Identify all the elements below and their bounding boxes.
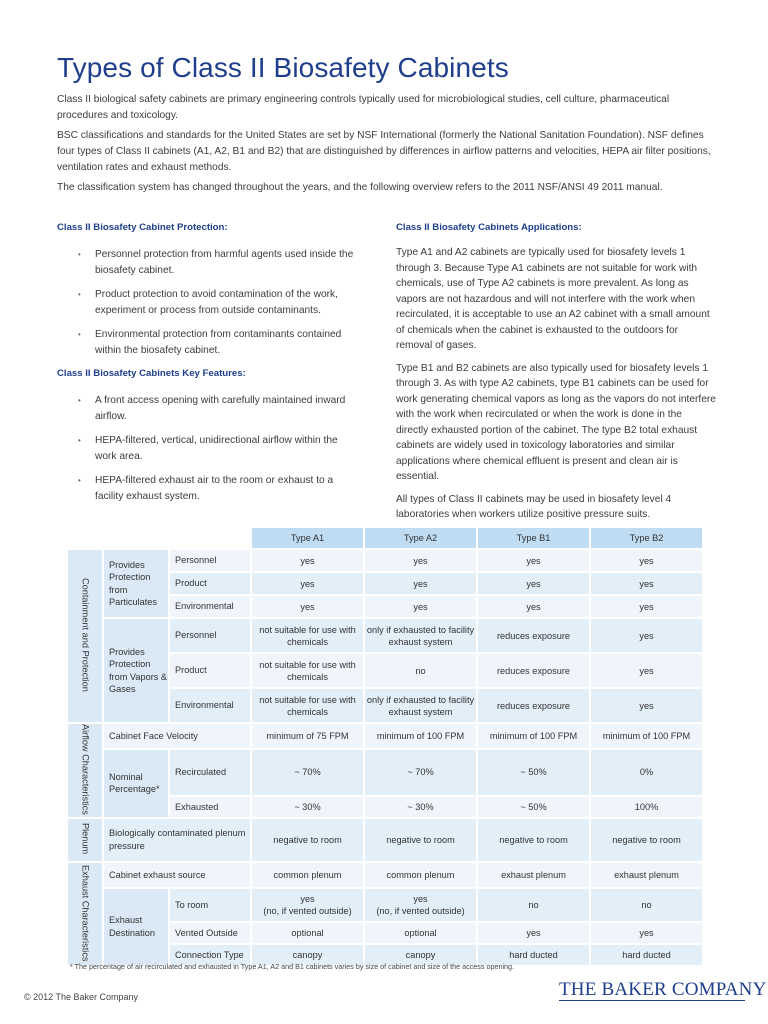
table-cell: reduces exposure bbox=[478, 619, 591, 654]
table-cell: yes (no, if vented outside) bbox=[252, 889, 365, 923]
table-cell: not suitable for use with chemicals bbox=[252, 654, 365, 689]
table-row bbox=[68, 724, 704, 750]
table-header-row bbox=[68, 528, 704, 550]
table-cell: canopy bbox=[252, 945, 365, 967]
group-label: Exhaust Destination bbox=[104, 889, 170, 967]
table-cell: minimum of 100 FPM bbox=[365, 724, 478, 750]
protection-heading: Class II Biosafety Cabinet Protection: bbox=[57, 222, 228, 233]
table-cell: yes bbox=[478, 550, 591, 573]
table-cell: yes bbox=[252, 596, 365, 619]
table-cell: minimum of 75 FPM bbox=[252, 724, 365, 750]
column-header: Type A2 bbox=[365, 528, 478, 550]
logo-underline bbox=[559, 1000, 745, 1001]
intro-paragraph: The classification system has changed throughout the years, and the following overview refers to the 2011 NSF/ANSI 49 2011 manual. bbox=[57, 182, 663, 193]
table-cell: no bbox=[478, 889, 591, 923]
table-cell: yes bbox=[591, 550, 704, 573]
table-cell: yes bbox=[478, 923, 591, 945]
table-cell: ~ 50% bbox=[478, 750, 591, 797]
table-cell: negative to room bbox=[591, 819, 704, 863]
intro-paragraph: Class II biological safety cabinets are primary engineering controls typically used for microbiological studies, cell culture, pharmaceutical procedures and toxicology. bbox=[57, 94, 670, 121]
cabinet-comparison-table bbox=[68, 528, 704, 967]
table-row bbox=[68, 889, 704, 923]
table-cell: only if exhausted to facility exhaust system bbox=[365, 689, 478, 724]
left-column bbox=[57, 222, 357, 514]
row-label: Cabinet Face Velocity bbox=[104, 724, 252, 750]
section-label: Exhaust Characteristics bbox=[68, 863, 104, 967]
table-cell: 0% bbox=[591, 750, 704, 797]
table-cell: hard ducted bbox=[478, 945, 591, 967]
section-label: Plenum bbox=[68, 819, 104, 863]
column-header: Type A1 bbox=[252, 528, 365, 550]
row-label: Biologically contaminated plenum pressure bbox=[104, 819, 252, 863]
row-label: Recirculated bbox=[170, 750, 252, 797]
group-label: Nominal Percentage* bbox=[104, 750, 170, 819]
table-cell: reduces exposure bbox=[478, 654, 591, 689]
right-column bbox=[396, 222, 716, 523]
table-cell: yes bbox=[591, 923, 704, 945]
table-cell: negative to room bbox=[478, 819, 591, 863]
features-heading: Class II Biosafety Cabinets Key Features: bbox=[57, 368, 246, 379]
row-label: Personnel bbox=[170, 619, 252, 654]
applications-paragraph: All types of Class II cabinets may be used in biosafety level 4 laboratories when workers utilize positive pressure suits. bbox=[396, 493, 672, 520]
table-footnote: * The percentage of air recirculated and exhausted in Type A1, A2 and B1 cabinets varies by size of cabinet and size of the access opening. bbox=[70, 962, 515, 971]
row-label: Product bbox=[170, 654, 252, 689]
row-label: Environmental bbox=[170, 596, 252, 619]
table-cell: minimum of 100 FPM bbox=[591, 724, 704, 750]
table-cell: exhaust plenum bbox=[591, 863, 704, 889]
list-item: • Product protection to avoid contamination of the work, experiment or process from outside contaminants. bbox=[57, 287, 357, 318]
table-cell: yes bbox=[591, 596, 704, 619]
table-cell: negative to room bbox=[365, 819, 478, 863]
group-label: Provides Protection from Vapors & Gases bbox=[104, 619, 170, 724]
list-item: • HEPA-filtered, vertical, unidirectional airflow within the work area. bbox=[57, 433, 357, 464]
section-label: Containment and Protection bbox=[68, 550, 104, 724]
table-cell: exhaust plenum bbox=[478, 863, 591, 889]
table-cell: yes bbox=[478, 596, 591, 619]
table-cell: yes bbox=[252, 573, 365, 596]
row-label: Environmental bbox=[170, 689, 252, 724]
list-item: • Environmental protection from contaminants contained within the biosafety cabinet. bbox=[57, 327, 357, 358]
copyright-notice: © 2012 The Baker Company bbox=[24, 992, 139, 1002]
table-cell: no bbox=[365, 654, 478, 689]
list-item: • Personnel protection from harmful agents used inside the biosafety cabinet. bbox=[57, 247, 357, 278]
table-cell: negative to room bbox=[252, 819, 365, 863]
table-cell: yes bbox=[591, 573, 704, 596]
row-label: Product bbox=[170, 573, 252, 596]
table-cell: ~ 50% bbox=[478, 797, 591, 819]
table-cell: ~ 30% bbox=[365, 797, 478, 819]
applications-paragraph: Type B1 and B2 cabinets are also typically used for biosafety levels 1 through 3. As with type A2 cabinets, type B1 cabinets can be used for work generating chemical vapors as long as the vapors do not interfere with the work when recirculated or when the work is done in the directly exhausted portion of the cabinet. The type B2 total exhaust cabinets are widely used in toxicology laboratories and similar applications where chemical effluent is present and clean air is essential. bbox=[396, 362, 716, 482]
protection-list bbox=[57, 247, 357, 358]
table-cell: 100% bbox=[591, 797, 704, 819]
applications-heading: Class II Biosafety Cabinets Applications: bbox=[396, 222, 582, 233]
table-cell: optional bbox=[365, 923, 478, 945]
column-header: Type B1 bbox=[478, 528, 591, 550]
table-row bbox=[68, 619, 704, 654]
table-cell: optional bbox=[252, 923, 365, 945]
table-row bbox=[68, 550, 704, 573]
group-label: Provides Protection from Particulates bbox=[104, 550, 170, 619]
table-cell: yes bbox=[591, 689, 704, 724]
table-cell: common plenum bbox=[252, 863, 365, 889]
table-cell: yes bbox=[591, 619, 704, 654]
features-list bbox=[57, 393, 357, 504]
row-label: Personnel bbox=[170, 550, 252, 573]
table-cell: yes bbox=[365, 573, 478, 596]
row-label: Connection Type bbox=[170, 945, 252, 967]
column-header: Type B2 bbox=[591, 528, 704, 550]
row-label: To room bbox=[170, 889, 252, 923]
applications-paragraph: Type A1 and A2 cabinets are typically used for biosafety levels 1 through 3. Because Type A1 cabinets are not suitable for work with chemicals, use of Type A2 cabinets is more prevalent. As long as vapors are not hazardous and will not interfere with the work when recirculated, it is acceptable to use an A2 cabinet with a small amount of chemicals when the cabinet is exhausted to the outdoors for removal of gases. bbox=[396, 247, 710, 351]
table-cell: yes bbox=[365, 596, 478, 619]
row-label: Vented Outside bbox=[170, 923, 252, 945]
table-cell: only if exhausted to facility exhaust system bbox=[365, 619, 478, 654]
table-row bbox=[68, 863, 704, 889]
table-cell: common plenum bbox=[365, 863, 478, 889]
table-cell: ~ 30% bbox=[252, 797, 365, 819]
list-item: • A front access opening with carefully maintained inward airflow. bbox=[57, 393, 357, 424]
table-cell: yes (no, if vented outside) bbox=[365, 889, 478, 923]
list-item: • HEPA-filtered exhaust air to the room or exhaust to a facility exhaust system. bbox=[57, 473, 357, 504]
table-cell: minimum of 100 FPM bbox=[478, 724, 591, 750]
table-cell: yes bbox=[252, 550, 365, 573]
row-label: Cabinet exhaust source bbox=[104, 863, 252, 889]
table-cell: reduces exposure bbox=[478, 689, 591, 724]
table-cell: yes bbox=[478, 573, 591, 596]
intro-paragraph: BSC classifications and standards for the United States are set by NSF International (formerly the National Sanitation Foundation). NSF defines four types of Class II cabinets (A1, A2, B1 and B2) that are distinguished by differences in airflow patterns and velocities, HEPA air filter positions, ventilation rates and exhaust methods. bbox=[57, 130, 711, 173]
table-cell: hard ducted bbox=[591, 945, 704, 967]
row-label: Exhausted bbox=[170, 797, 252, 819]
table-cell: no bbox=[591, 889, 704, 923]
page-title: Types of Class II Biosafety Cabinets bbox=[57, 52, 509, 83]
table-cell: ~ 70% bbox=[252, 750, 365, 797]
table-cell: ~ 70% bbox=[365, 750, 478, 797]
table-cell: not suitable for use with chemicals bbox=[252, 689, 365, 724]
table-cell: yes bbox=[365, 550, 478, 573]
section-label: Airflow Characteristics bbox=[68, 724, 104, 819]
table-cell: not suitable for use with chemicals bbox=[252, 619, 365, 654]
company-logo: THE BAKER COMPANY bbox=[559, 979, 767, 1000]
table-cell: yes bbox=[591, 654, 704, 689]
table-cell: canopy bbox=[365, 945, 478, 967]
table-row bbox=[68, 819, 704, 863]
table-row bbox=[68, 750, 704, 797]
